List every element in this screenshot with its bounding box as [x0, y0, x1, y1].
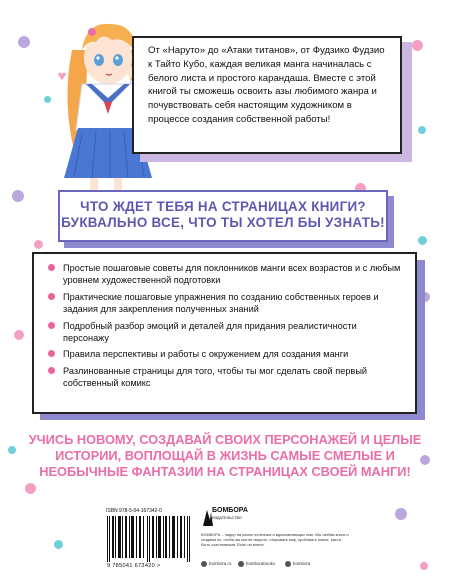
intro-box — [132, 36, 402, 154]
decor-dot — [54, 540, 63, 549]
bullet-icon — [48, 293, 55, 300]
social-link-site[interactable]: bombora.ru — [201, 561, 231, 567]
decor-dot — [44, 96, 51, 103]
decor-dot — [18, 36, 30, 48]
publisher-name: БОМБОРА — [212, 507, 248, 514]
feature-list — [32, 252, 417, 414]
vk-icon — [238, 561, 244, 567]
list-item — [48, 348, 405, 360]
decor-dot — [14, 330, 24, 340]
decor-dot — [418, 126, 426, 134]
decor-dot — [395, 508, 407, 520]
list-item — [48, 365, 405, 390]
bullet-icon — [48, 350, 55, 357]
list-item-text: Подробный разбор эмоций и деталей для придания реалистичности персонажу — [63, 320, 357, 344]
social-link-instagram[interactable]: bombora — [285, 561, 310, 567]
decor-dot — [418, 236, 427, 245]
decor-dot — [12, 190, 24, 202]
heading-text: ЧТО ЖДЕТ ТЕБЯ НА СТРАНИЦАХ КНИГИ? БУКВАЛЬНО ВСЕ, ЧТО ТЫ ХОТЕЛ БЫ УЗНАТЬ! — [61, 199, 385, 230]
list-item — [48, 291, 405, 316]
globe-icon — [201, 561, 207, 567]
publisher-description: БОМБОРА – лидер на рынке полезных и вдохновляющих книг. Мы любим книги и создаем их, чтобы вы могли творить, открывать мир, пробовать новое, расти. Быть счастливыми. Быть на волне. — [201, 532, 349, 547]
list-item — [48, 320, 405, 345]
bullet-icon — [48, 264, 55, 271]
bullet-icon — [48, 367, 55, 374]
intro-text: От «Наруто» до «Атаки титанов», от Фудзико Фудзио к Тайто Кубо, каждая великая манга начиналась с белого листа и простого карандаша. Вместе с этой книгой ты сможешь освоить азы любимого жанра и почувствовать себя настоящим художником в процессе создания собственной работы! — [148, 45, 385, 125]
decor-dot — [8, 446, 16, 454]
instagram-icon — [285, 561, 291, 567]
slogan: УЧИСЬ НОВОМУ, СОЗДАВАЙ СВОИХ ПЕРСОНАЖЕЙ И ЦЕЛЫЕ ИСТОРИИ, ВОПЛОЩАЙ В ЖИЗНЬ САМЫЕ СМЕЛЫЕ И НЕОБЫЧНЫЕ ФАНТАЗИИ НА СТРАНИЦАХ СВОЕЙ МАНГИ! — [28, 432, 422, 480]
decor-dot — [420, 562, 428, 570]
decor-dot — [34, 240, 43, 249]
section-heading — [58, 190, 388, 242]
publisher-sub: ИЗДАТЕЛЬСТВО — [212, 516, 242, 520]
decor-dot — [25, 483, 36, 494]
isbn-label: ISBN 978-5-04-167342-0 — [106, 508, 162, 514]
list-item-text: Простые пошаговые советы для поклонников манги всех возрастов и с любым уровнем художественной подготовки — [63, 263, 401, 286]
barcode-number: 9 785041 673420 > — [107, 563, 161, 569]
list-item-text: Правила перспективы и работы с окружением для создания манги — [63, 349, 349, 360]
barcode-bars — [107, 516, 195, 562]
decor-dot — [412, 40, 423, 51]
list-item-text: Практические пошаговые упражнения по созданию собственных героев и задания для закрепления полученных знаний — [63, 291, 379, 315]
bullet-icon — [48, 322, 55, 329]
social-link-vk[interactable]: bomborabooks — [238, 561, 275, 567]
list-item-text: Разлинованные страницы для того, чтобы ты мог сделать свой первый собственный комикс — [63, 365, 368, 389]
list-item — [48, 262, 405, 287]
